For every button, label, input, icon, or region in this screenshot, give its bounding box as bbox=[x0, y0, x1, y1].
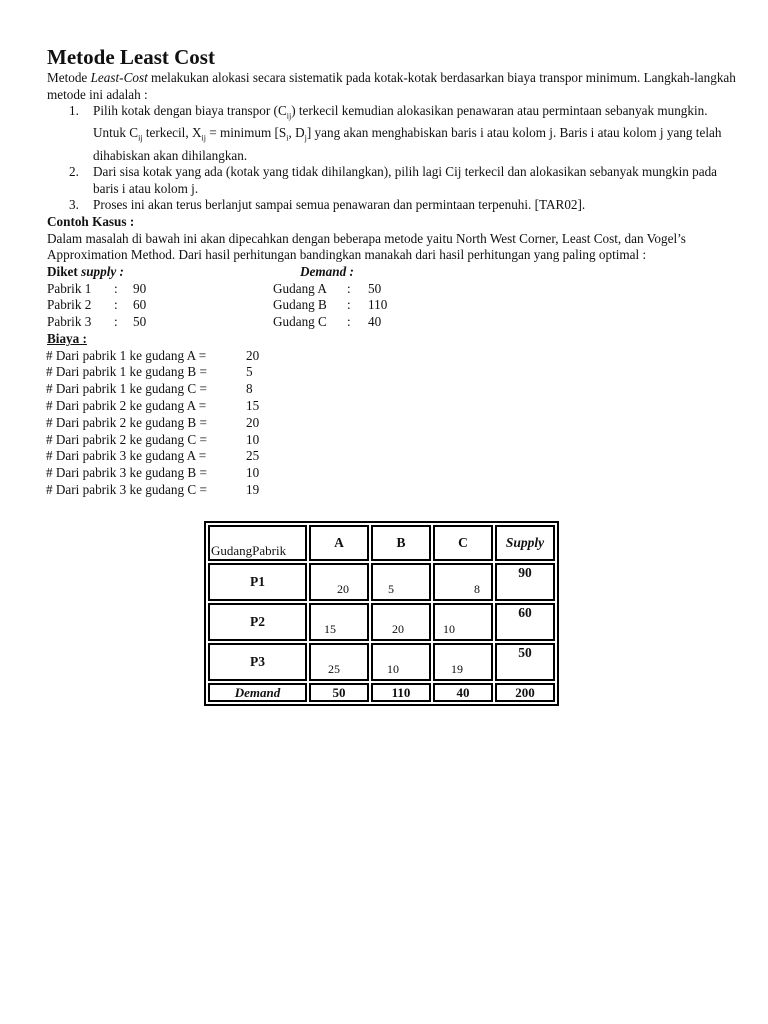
cost-line bbox=[47, 398, 737, 415]
page-title: Metode Least Cost bbox=[47, 45, 215, 69]
cost-line bbox=[47, 415, 737, 432]
demand-name: Gudang C bbox=[273, 314, 327, 330]
cost-cell-value: 15 bbox=[324, 622, 336, 636]
supply-value: 90 bbox=[133, 280, 147, 296]
step-1-text: , D bbox=[288, 125, 305, 141]
supply-name: Pabrik 2 bbox=[47, 297, 92, 313]
document-body bbox=[47, 44, 737, 499]
supply-header: Supply bbox=[495, 525, 555, 561]
subscript: ij bbox=[201, 134, 206, 144]
step-2 bbox=[47, 164, 737, 197]
step-number: 2. bbox=[69, 164, 79, 180]
cost-cell bbox=[371, 643, 431, 681]
demand-cell: 40 bbox=[433, 683, 493, 702]
demand-cell: 50 bbox=[309, 683, 369, 702]
step-1-text: ] yang akan menghabiskan baris i atau kolom j. Baris i atau kolom j yang telah dihabiskan akan dihilangkan. bbox=[93, 125, 722, 163]
intro-text-a: Metode bbox=[47, 70, 91, 85]
supply-name: Pabrik 3 bbox=[47, 314, 92, 330]
step-1-text: terkecil, X bbox=[142, 125, 202, 141]
biaya-heading: Biaya : bbox=[47, 331, 87, 346]
subscript: ij bbox=[286, 111, 292, 121]
step-number: 1. bbox=[69, 103, 79, 119]
supply-label: supply : bbox=[81, 263, 124, 279]
separator: : bbox=[347, 314, 351, 330]
total-cell: 200 bbox=[495, 683, 555, 702]
column-header-a: A bbox=[309, 525, 369, 561]
step-number: 3. bbox=[69, 197, 79, 213]
row-label: P2 bbox=[208, 603, 307, 641]
diket-row-3 bbox=[47, 314, 737, 331]
step-3 bbox=[47, 197, 737, 214]
cost-cell bbox=[309, 643, 369, 681]
cost-line bbox=[47, 448, 737, 465]
diket-row-2 bbox=[47, 297, 737, 314]
case-paragraph: Dalam masalah di bawah ini akan dipecahkan dengan beberapa metode yaitu North West Corner, Least Cost, dan Vogel’s Approximation Method. Dari hasil perhitungan bandingkan manakah dari hasil perhitungan yang paling optimal : bbox=[47, 230, 686, 263]
cost-cell-value: 8 bbox=[474, 582, 480, 596]
demand-row-label: Demand bbox=[208, 683, 307, 702]
cost-cell bbox=[433, 643, 493, 681]
cost-value: 5 bbox=[246, 364, 253, 380]
diket-label: Diket bbox=[47, 263, 82, 279]
demand-value: 40 bbox=[368, 314, 382, 330]
intro-method-name: Least-Cost bbox=[90, 70, 148, 85]
table-row-p3 bbox=[208, 643, 555, 681]
separator: : bbox=[114, 314, 118, 330]
demand-name: Gudang B bbox=[273, 297, 327, 313]
cost-value: 8 bbox=[246, 381, 253, 397]
demand-cell: 110 bbox=[371, 683, 431, 702]
supply-cell: 90 bbox=[495, 563, 555, 601]
step-2-text: Dari sisa kotak yang ada (kotak yang tidak dihilangkan), pilih lagi Cij terkecil dan alokasikan sebanyak mungkin pada baris i atau kolom j. bbox=[93, 164, 718, 196]
cost-value: 19 bbox=[246, 481, 260, 497]
cost-value: 15 bbox=[246, 397, 260, 413]
supply-value: 60 bbox=[133, 297, 147, 313]
cost-cell-value: 19 bbox=[451, 662, 463, 676]
cost-cell-value: 20 bbox=[392, 622, 404, 636]
cost-label: # Dari pabrik 1 ke gudang C = bbox=[46, 381, 207, 397]
supply-cell: 50 bbox=[495, 643, 555, 681]
row-label: P1 bbox=[208, 563, 307, 601]
corner-label: GudangPabrik bbox=[211, 543, 287, 558]
intro-text-c: melakukan alokasi secara sistematik pada kotak-kotak berdasarkan biaya transpor minimum. Langkah-langkah metode ini adalah : bbox=[47, 70, 736, 102]
table-row-p2 bbox=[208, 603, 555, 641]
cost-cell bbox=[371, 563, 431, 601]
cost-label: # Dari pabrik 1 ke gudang B = bbox=[46, 364, 207, 380]
cost-line bbox=[47, 482, 737, 499]
demand-label: Demand : bbox=[300, 263, 354, 279]
transport-table bbox=[204, 521, 559, 706]
demand-value: 50 bbox=[368, 280, 382, 296]
table-header-row bbox=[208, 525, 555, 561]
corner-cell bbox=[208, 525, 307, 561]
subscript: j bbox=[304, 134, 307, 144]
step-1-text: ) terkecil kemudian alokasikan penawaran atau permintaan sebanyak mungkin. Untuk C bbox=[93, 103, 708, 141]
cost-label: # Dari pabrik 2 ke gudang B = bbox=[46, 414, 207, 430]
cost-cell-value: 25 bbox=[328, 662, 340, 676]
cost-line bbox=[47, 432, 737, 449]
step-3-text: Proses ini akan terus berlanjut sampai semua penawaran dan permintaan terpenuhi. [TAR02]. bbox=[93, 197, 586, 213]
separator: : bbox=[347, 280, 351, 296]
cost-line bbox=[47, 381, 737, 398]
cost-label: # Dari pabrik 2 ke gudang C = bbox=[46, 431, 207, 447]
subscript: ij bbox=[138, 134, 143, 144]
diket-header bbox=[47, 264, 737, 281]
cost-cell-value: 20 bbox=[337, 582, 349, 596]
intro-paragraph bbox=[47, 70, 737, 103]
step-1 bbox=[47, 103, 737, 164]
cost-value: 20 bbox=[246, 414, 260, 430]
cost-value: 10 bbox=[246, 431, 260, 447]
cost-label: # Dari pabrik 2 ke gudang A = bbox=[46, 397, 207, 413]
cost-line bbox=[47, 465, 737, 482]
cost-label: # Dari pabrik 3 ke gudang B = bbox=[46, 465, 207, 481]
diket-label-group bbox=[47, 264, 124, 281]
demand-name: Gudang A bbox=[273, 280, 327, 296]
cost-cell-value: 10 bbox=[387, 662, 399, 676]
cost-label: # Dari pabrik 1 ke gudang A = bbox=[46, 347, 207, 363]
step-1-text: Pilih kotak dengan biaya transpor (C bbox=[93, 103, 287, 119]
supply-name: Pabrik 1 bbox=[47, 280, 92, 296]
cost-cell bbox=[433, 603, 493, 641]
demand-value: 110 bbox=[368, 297, 388, 313]
supply-cell: 60 bbox=[495, 603, 555, 641]
column-header-c: C bbox=[433, 525, 493, 561]
cost-value: 20 bbox=[246, 347, 260, 363]
table-row-p1 bbox=[208, 563, 555, 601]
separator: : bbox=[114, 280, 118, 296]
cost-line bbox=[47, 364, 737, 381]
column-header-b: B bbox=[371, 525, 431, 561]
cost-cell-value: 5 bbox=[388, 582, 394, 596]
cost-cell-value: 10 bbox=[443, 622, 455, 636]
cost-label: # Dari pabrik 3 ke gudang C = bbox=[46, 481, 207, 497]
steps-list bbox=[47, 103, 737, 214]
subscript: i bbox=[286, 134, 289, 144]
cost-cell bbox=[309, 603, 369, 641]
cost-cell bbox=[371, 603, 431, 641]
cost-value: 25 bbox=[246, 448, 260, 464]
demand-row bbox=[208, 683, 555, 702]
case-heading: Contoh Kasus : bbox=[47, 214, 135, 230]
cost-value: 10 bbox=[246, 465, 260, 481]
separator: : bbox=[114, 297, 118, 313]
cost-line bbox=[47, 348, 737, 365]
separator: : bbox=[347, 297, 351, 313]
supply-value: 50 bbox=[133, 314, 147, 330]
diket-row-1 bbox=[47, 281, 737, 298]
cost-cell bbox=[309, 563, 369, 601]
step-1-text: = minimum [S bbox=[205, 125, 287, 141]
cost-cell bbox=[433, 563, 493, 601]
cost-label: # Dari pabrik 3 ke gudang A = bbox=[46, 448, 207, 464]
row-label: P3 bbox=[208, 643, 307, 681]
